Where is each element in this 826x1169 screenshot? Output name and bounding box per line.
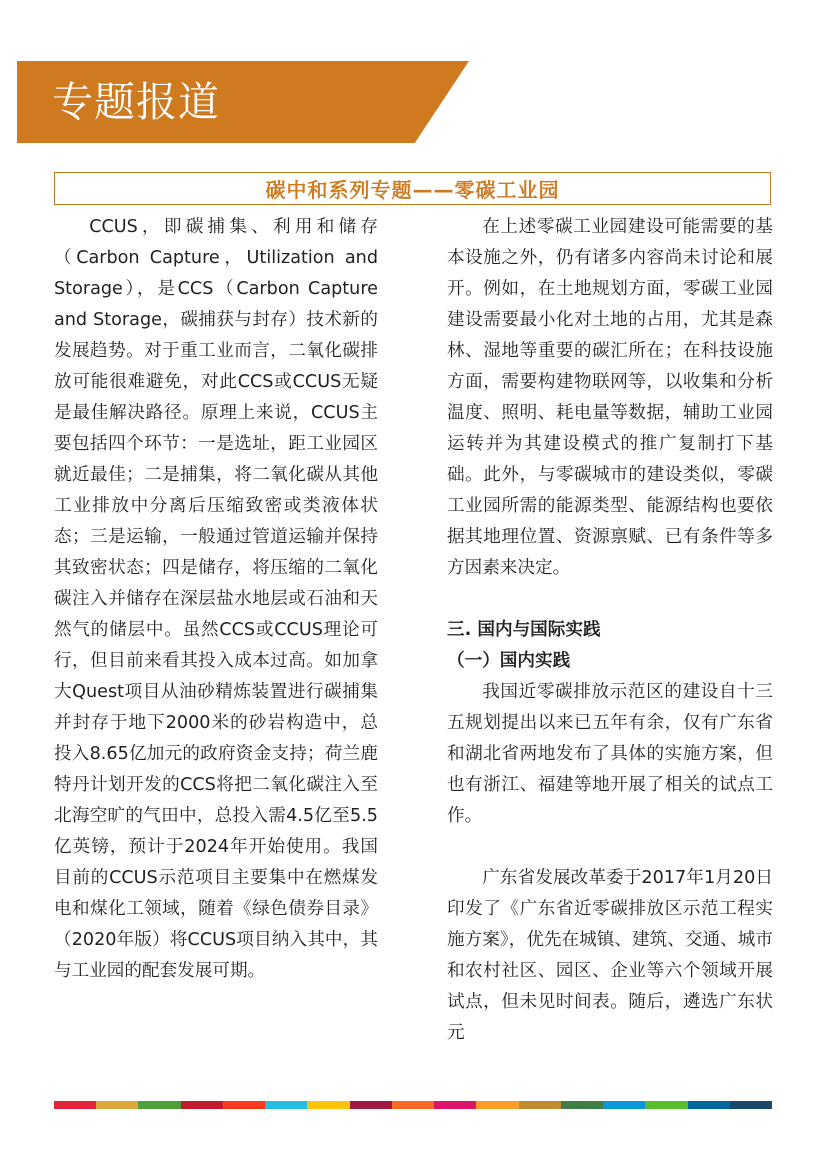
color-bar-segment [307,1101,349,1109]
color-bar-segment [603,1101,645,1109]
infrastructure-paragraph: 在上述零碳工业园建设可能需要的基本设施之外，仍有诸多内容尚未讨论和展开。例如，在土地规划方面，零碳工业园建设需要最小化对土地的占用，尤其是森林、湿地等重要的碳汇所在；在科技设施方面，需要构建物联网等，以收集和分析温度、照明、耗电量等数据，辅助工业园运转并为其建设模式的推广复制打下基础。此外，与零碳城市的建设类似，零碳工业园所需的能源类型、能源结构也要依据其地理位置、资源禀赋、已有条件等多方因素来决定。 [447,217,773,578]
color-bar-segment [223,1101,265,1109]
section-title: 专题报道 [52,78,220,126]
color-bar-segment [730,1101,772,1109]
color-bar-segment [688,1101,730,1109]
subtitle-box [54,172,771,205]
color-bar-segment [54,1101,96,1109]
domestic-practice-paragraph: 我国近零碳排放示范区的建设自十三五规划提出以来已五年有余，仅有广东省和湖北省两地发布了具体的实施方案，但也有浙江、福建等地开展了相关的试点工作。 [447,682,773,826]
color-bar-segment [645,1101,687,1109]
article-subtitle: 碳中和系列专题——零碳工业园 [265,178,560,202]
color-bar-segment [392,1101,434,1109]
footer-color-bar [54,1101,772,1109]
color-bar-segment [181,1101,223,1109]
color-bar-segment [138,1101,180,1109]
color-bar-segment [561,1101,603,1109]
left-column [54,212,378,987]
color-bar-segment [476,1101,518,1109]
section-heading-3: 三. 国内与国际实践 [447,620,601,640]
color-bar-segment [96,1101,138,1109]
color-bar-segment [519,1101,561,1109]
spacer [447,832,773,863]
ccus-paragraph: CCUS，即碳捕集、利用和储存（Carbon Capture，Utilization and Storage），是CCS（Carbon Capture and Storage，碳捕获与封存）技术新的发展趋势。对于重工业而言，二氧化碳排放可能很难避免，对此CCS或CCUS无疑是最佳解决路径。原理上来说，CCUS主要包括四个环节：一是选址，距工业园区就近最佳；二是捕集，将二氧化碳从其他工业排放中分离后压缩致密或类液体状态；三是运输，一般通过管道运输并保持其致密状态；四是储存，将压缩的二氧化碳注入并储存在深层盐水地层或石油和天然气的储层中。虽然CCS或CCUS理论可行，但目前来看其投入成本过高。如加拿大Quest项目从油砂精炼装置进行碳捕集并封存于地下2000米的砂岩构造中，总投入8.65亿加元的政府资金支持；荷兰鹿特丹计划开发的CCS将把二氧化碳注入至北海空旷的气田中，总投入需4.5亿至5.5亿英镑，预计于2024年开始使用。我国目前的CCUS示范项目主要集中在燃煤发电和煤化工领域，随着《绿色债券目录》（2020年版）将CCUS项目纳入其中，其与工业园的配套发展可期。 [54,217,378,981]
guangdong-paragraph: 广东省发展改革委于2017年1月20日印发了《广东省近零碳排放区示范工程实施方案》，优先在城镇、建筑、交通、城市和农村社区、园区、企业等六个领域开展试点，但未见时间表。随后，遴选广东状元 [447,868,773,1043]
color-bar-segment [434,1101,476,1109]
color-bar-segment [350,1101,392,1109]
spacer [447,584,773,615]
subsection-heading-domestic: （一）国内实践 [447,651,571,671]
color-bar-segment [265,1101,307,1109]
right-column [447,212,773,1049]
